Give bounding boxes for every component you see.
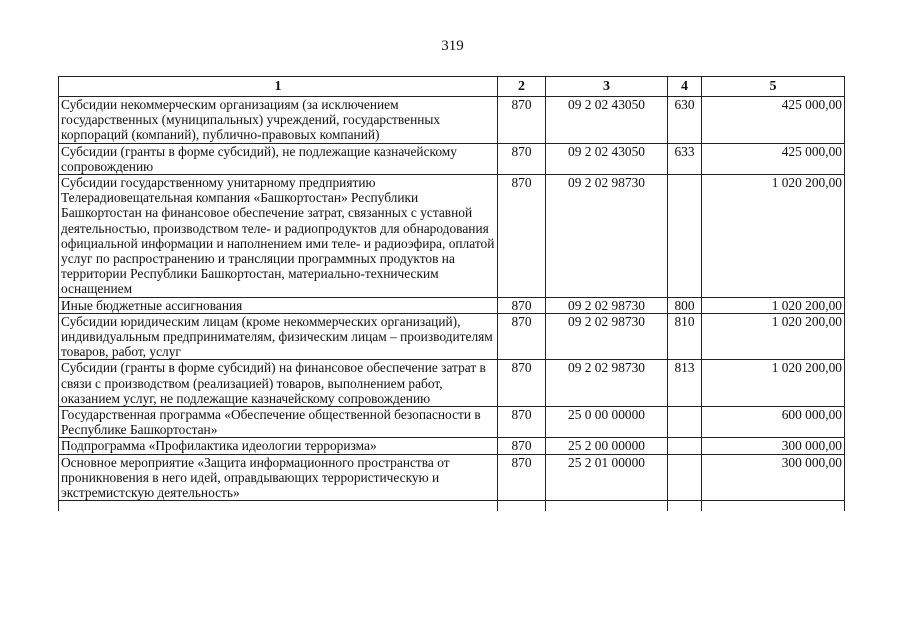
header-cell-2: 2 — [498, 77, 546, 97]
row-col2: 870 — [498, 407, 546, 438]
header-cell-4: 4 — [668, 77, 702, 97]
row-code: 09 2 02 98730 — [546, 313, 668, 360]
row-type: 810 — [668, 313, 702, 360]
row-col2: 870 — [498, 360, 546, 407]
row-amount: 1 020 200,00 — [702, 313, 845, 360]
row-name: Субсидии некоммерческим организациям (за исключением государственных (муниципальных) учреждений, государственных корпораций (компаний), публично-правовых компаний) — [59, 97, 498, 144]
table-row — [59, 97, 845, 144]
table-row — [59, 438, 845, 454]
row-col2: 870 — [498, 97, 546, 144]
row-code: 09 2 02 98730 — [546, 175, 668, 298]
row-name: Государственная программа «Обеспечение общественной безопасности в Республике Башкортостан» — [59, 407, 498, 438]
row-name: Подпрограмма «Профилактика идеологии терроризма» — [59, 438, 498, 454]
continuation-cell — [546, 501, 668, 512]
table-continuation — [59, 501, 845, 512]
row-code: 25 0 00 00000 — [546, 407, 668, 438]
row-col2: 870 — [498, 143, 546, 174]
table-row — [59, 360, 845, 407]
row-name: Основное мероприятие «Защита информационного пространства от проникновения в него идей, оправдывающих террористическую и экстремистскую деятельность» — [59, 454, 498, 501]
header-cell-5: 5 — [702, 77, 845, 97]
budget-table — [58, 76, 845, 511]
row-type — [668, 454, 702, 501]
row-name: Иные бюджетные ассигнования — [59, 297, 498, 313]
row-amount: 1 020 200,00 — [702, 175, 845, 298]
row-type: 813 — [668, 360, 702, 407]
row-col2: 870 — [498, 175, 546, 298]
table-row — [59, 175, 845, 298]
row-amount: 425 000,00 — [702, 143, 845, 174]
row-code: 09 2 02 98730 — [546, 297, 668, 313]
continuation-cell — [498, 501, 546, 512]
row-amount: 300 000,00 — [702, 454, 845, 501]
row-type: 633 — [668, 143, 702, 174]
continuation-cell — [59, 501, 498, 512]
row-amount: 425 000,00 — [702, 97, 845, 144]
row-code: 09 2 02 43050 — [546, 143, 668, 174]
row-name: Субсидии (гранты в форме субсидий), не подлежащие казначейскому сопровождению — [59, 143, 498, 174]
row-type: 630 — [668, 97, 702, 144]
table-row — [59, 143, 845, 174]
header-cell-1: 1 — [59, 77, 498, 97]
row-type: 800 — [668, 297, 702, 313]
table-row — [59, 454, 845, 501]
row-amount: 1 020 200,00 — [702, 297, 845, 313]
row-col2: 870 — [498, 313, 546, 360]
row-amount: 600 000,00 — [702, 407, 845, 438]
row-code: 09 2 02 43050 — [546, 97, 668, 144]
row-amount: 1 020 200,00 — [702, 360, 845, 407]
page-number: 319 — [441, 38, 464, 54]
row-amount: 300 000,00 — [702, 438, 845, 454]
row-code: 25 2 01 00000 — [546, 454, 668, 501]
header-row — [59, 77, 845, 97]
row-col2: 870 — [498, 297, 546, 313]
row-col2: 870 — [498, 438, 546, 454]
row-code: 25 2 00 00000 — [546, 438, 668, 454]
row-type — [668, 438, 702, 454]
continuation-cell — [702, 501, 845, 512]
row-type — [668, 407, 702, 438]
table-row — [59, 407, 845, 438]
table-row — [59, 297, 845, 313]
row-type — [668, 175, 702, 298]
continuation-cell — [668, 501, 702, 512]
header-cell-3: 3 — [546, 77, 668, 97]
row-code: 09 2 02 98730 — [546, 360, 668, 407]
row-name: Субсидии (гранты в форме субсидий) на финансовое обеспечение затрат в связи с производством (реализацией) товаров, выполнением работ, оказанием услуг, не подлежащие казначейскому сопровождению — [59, 360, 498, 407]
row-name: Субсидии государственному унитарному предприятию Телерадиовещательная компания «Башкортостан» Республики Башкортостан на финансовое обеспечение затрат, связанных с уставной деятельностью, производством теле- и радиопродуктов для обнародования официальной информации и наполнением ими теле- и радиоэфира, оплатой услуг по распространению и трансляции программных продуктов на территории Республики Башкортостан, материально-техническим оснащением — [59, 175, 498, 298]
table-row — [59, 313, 845, 360]
row-name: Субсидии юридическим лицам (кроме некоммерческих организаций), индивидуальным предпринимателям, физическим лицам – производителям товаров, работ, услуг — [59, 313, 498, 360]
row-col2: 870 — [498, 454, 546, 501]
